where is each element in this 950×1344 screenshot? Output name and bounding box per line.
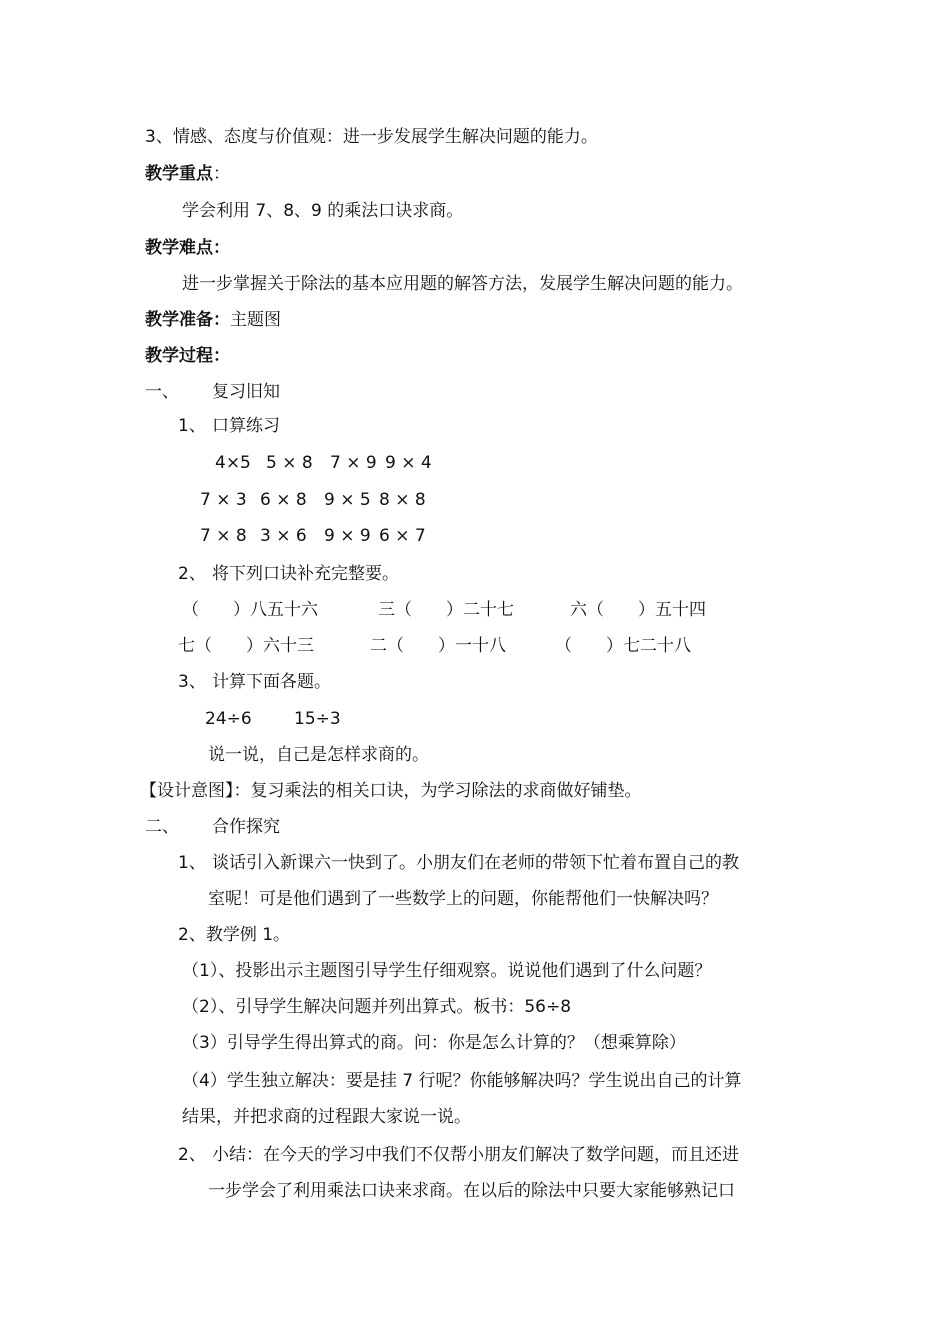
rhyme-cell: 二（ ）一十八 bbox=[370, 636, 506, 656]
part1-item1-num: 1、 bbox=[178, 416, 206, 436]
preparation-row bbox=[145, 312, 281, 329]
emotion-goal: 3、情感、态度与价值观：进一步发展学生解决问题的能力。 bbox=[145, 127, 598, 147]
part2-item1-num: 1、 bbox=[178, 853, 206, 873]
say-how: 说一说，自己是怎样求商的。 bbox=[208, 745, 429, 765]
rhyme-cell: （ ）八五十六 bbox=[182, 600, 318, 620]
mental-math-cell: 9 × 5 bbox=[324, 490, 371, 510]
part2-title: 合作探究 bbox=[212, 817, 280, 837]
mental-math-cell: 9 × 4 bbox=[385, 453, 432, 473]
step-2: （2）、引导学生解决问题并列出算式。板书：56÷8 bbox=[182, 997, 572, 1017]
rhyme-cell: 三（ ）二十七 bbox=[378, 600, 514, 620]
division-problem: 15÷3 bbox=[294, 709, 341, 729]
part1-item3-title: 计算下面各题。 bbox=[212, 672, 331, 692]
part1-item2-title: 将下列口诀补充完整要。 bbox=[212, 564, 399, 584]
difficulty-heading: 教学难点： bbox=[145, 238, 230, 258]
key-point-colon: ： bbox=[213, 164, 230, 184]
mental-math-cell: 7 × 9 bbox=[330, 453, 377, 473]
mental-math-cell: 6 × 8 bbox=[260, 490, 307, 510]
key-point-heading: 教学重点 bbox=[145, 164, 213, 184]
part2-item2: 2、教学例 1。 bbox=[178, 925, 291, 945]
mental-math-cell: 4×5 bbox=[215, 453, 251, 473]
key-point-text: 学会利用 7、8、9 的乘法口诀求商。 bbox=[182, 201, 464, 221]
summary-line1: 小结：在今天的学习中我们不仅帮小朋友们解决了数学问题，而且还进 bbox=[212, 1145, 739, 1165]
mental-math-cell: 5 × 8 bbox=[266, 453, 313, 473]
design-intent: 【设计意图】：复习乘法的相关口诀，为学习除法的求商做好铺垫。 bbox=[140, 781, 642, 801]
part1-item1-title: 口算练习 bbox=[212, 416, 280, 436]
step-3: （3）引导学生得出算式的商。问：你是怎么计算的？（想乘算除） bbox=[182, 1033, 686, 1053]
key-point-heading-row bbox=[145, 166, 230, 183]
step-1: （1）、投影出示主题图引导学生仔细观察。说说他们遇到了什么问题？ bbox=[182, 961, 712, 981]
process-heading: 教学过程： bbox=[145, 346, 230, 366]
part2-item1-line2: 室呢！可是他们遇到了一些数学上的问题，你能帮他们一快解决吗？ bbox=[208, 889, 718, 909]
rhyme-cell: 七（ ）六十三 bbox=[178, 636, 314, 656]
part1-title: 复习旧知 bbox=[212, 382, 280, 402]
mental-math-cell: 9 × 9 bbox=[324, 526, 371, 546]
rhyme-cell: 六（ ）五十四 bbox=[570, 600, 706, 620]
summary-num: 2、 bbox=[178, 1145, 206, 1165]
part1-item3-num: 3、 bbox=[178, 672, 206, 692]
mental-math-cell: 6 × 7 bbox=[379, 526, 426, 546]
part2-num: 二、 bbox=[145, 817, 179, 837]
step-4: （4）学生独立解决：要是挂 7 行呢？你能够解决吗？学生说出自己的计算 bbox=[182, 1071, 742, 1091]
part1-num: 一、 bbox=[145, 382, 179, 402]
step-4-cont: 结果，并把求商的过程跟大家说一说。 bbox=[182, 1107, 471, 1127]
mental-math-cell: 3 × 6 bbox=[260, 526, 307, 546]
difficulty-text: 进一步掌握关于除法的基本应用题的解答方法，发展学生解决问题的能力。 bbox=[182, 274, 743, 294]
summary-line2: 一步学会了利用乘法口诀来求商。在以后的除法中只要大家能够熟记口 bbox=[208, 1181, 735, 1201]
division-problem: 24÷6 bbox=[205, 709, 252, 729]
part2-item1-line1: 谈话引入新课六一快到了。小朋友们在老师的带领下忙着布置自己的教 bbox=[212, 853, 739, 873]
mental-math-cell: 7 × 8 bbox=[200, 526, 247, 546]
rhyme-cell: （ ）七二十八 bbox=[555, 636, 691, 656]
mental-math-cell: 7 × 3 bbox=[200, 490, 247, 510]
mental-math-cell: 8 × 8 bbox=[379, 490, 426, 510]
part1-item2-num: 2、 bbox=[178, 564, 206, 584]
preparation-heading: 教学准备： bbox=[145, 310, 230, 330]
preparation-text: 主题图 bbox=[230, 310, 281, 330]
